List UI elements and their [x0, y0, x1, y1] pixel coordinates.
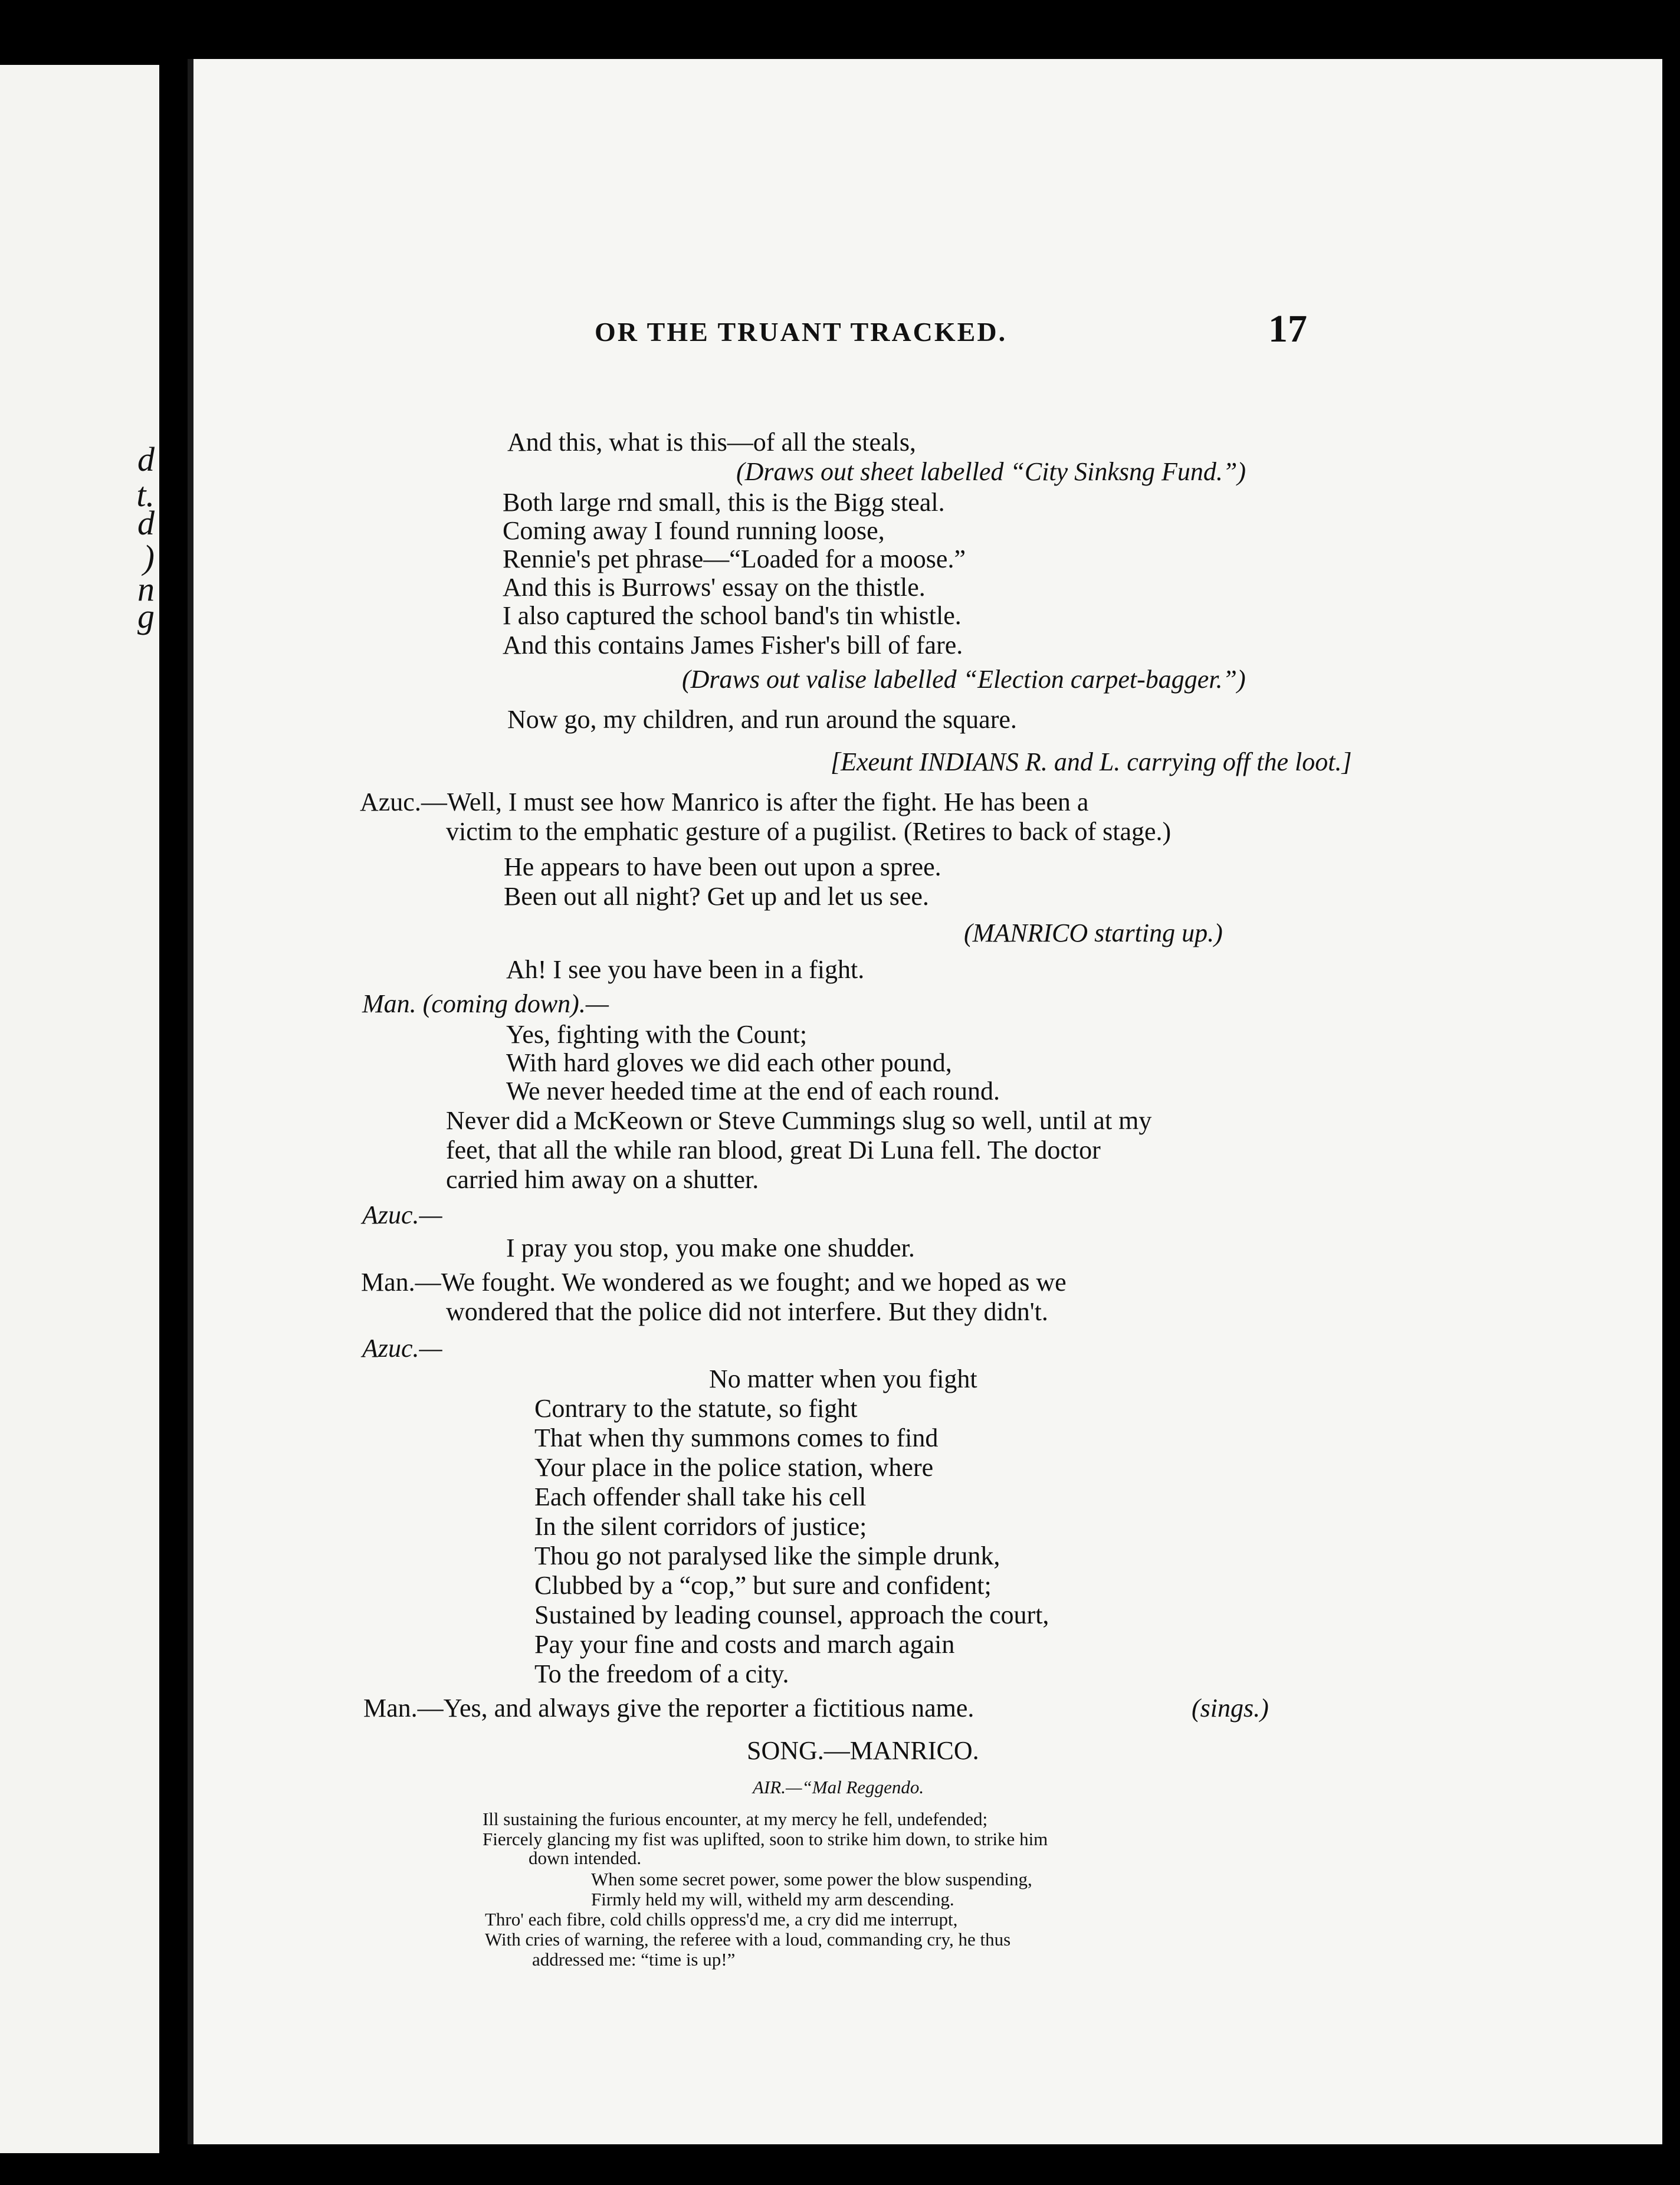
verse-line: Each offender shall take his cell — [534, 1482, 867, 1511]
verse-line: Thou go not paralysed like the simple drunk, — [534, 1541, 1000, 1570]
verse-line: No matter when you fight — [709, 1364, 977, 1393]
verse-line: Pay your fine and costs and march again — [534, 1630, 955, 1659]
song-lyric-line: Firmly held my will, witheld my arm descending. — [591, 1889, 954, 1910]
stage-direction: (Draws out sheet labelled “City Sinksng Fund.”) — [736, 457, 1246, 486]
text-line: He appears to have been out upon a spree. — [504, 852, 941, 881]
dialogue-line: wondered that the police did not interfere. But they didn't. — [446, 1297, 1048, 1326]
left-page-fragment: t. — [136, 475, 155, 514]
air-title: AIR.—“Mal Reggendo. — [753, 1777, 924, 1797]
page-number: 17 — [1268, 307, 1307, 350]
verse-line: With hard gloves we did each other pound, — [506, 1048, 952, 1077]
song-lyric-line: Thro' each fibre, cold chills oppress'd me, a cry did me interrupt, — [485, 1909, 958, 1930]
text-line: Both large rnd small, this is the Bigg steal. — [503, 488, 945, 517]
dialogue-line: Man.—Yes, and always give the reporter a fictitious name. — [363, 1694, 974, 1723]
verse-line: Sustained by leading counsel, approach the court, — [534, 1600, 1049, 1629]
text-line: Now go, my children, and run around the square. — [507, 705, 1017, 734]
text-line: Ah! I see you have been in a fight. — [506, 955, 865, 984]
song-lyric-line: When some secret power, some power the blow suspending, — [591, 1869, 1032, 1889]
book-page — [188, 59, 1662, 2144]
left-page-fragment: d — [137, 440, 155, 478]
verse-line: In the silent corridors of justice; — [534, 1512, 867, 1541]
text-line: And this is Burrows' essay on the thistle. — [503, 573, 926, 602]
song-lyric-line: down intended. — [529, 1848, 642, 1868]
text-line: And this contains James Fisher's bill of fare. — [503, 631, 963, 660]
text-line: Rennie's pet phrase—“Loaded for a moose.” — [503, 544, 966, 573]
prose-line: Never did a McKeown or Steve Cummings slug so well, until at my — [446, 1106, 1152, 1135]
verse-line: Clubbed by a “cop,” but sure and confident; — [534, 1571, 992, 1600]
prose-line: carried him away on a shutter. — [446, 1165, 759, 1194]
left-page-edge — [0, 65, 159, 2153]
left-page-fragment: ) — [143, 538, 155, 576]
verse-line: Yes, fighting with the Count; — [506, 1020, 808, 1049]
speaker-cue: Man. (coming down).— — [362, 989, 609, 1018]
text-line: I also captured the school band's tin whistle. — [503, 601, 962, 630]
page-header — [193, 307, 1668, 366]
stage-direction: (sings.) — [1192, 1694, 1269, 1723]
text-line: Been out all night? Get up and let us see. — [504, 882, 929, 911]
running-title: OR THE TRUANT TRACKED. — [595, 317, 1008, 347]
left-page-fragment: n — [137, 570, 155, 608]
song-lyric-line: With cries of warning, the referee with a loud, commanding cry, he thus — [485, 1929, 1011, 1950]
text-line: And this, what is this—of all the steals, — [507, 428, 916, 457]
verse-line: That when thy summons comes to find — [534, 1423, 939, 1452]
speaker-cue: Azuc.— — [362, 1334, 442, 1363]
verse-line: Contrary to the statute, so fight — [534, 1394, 858, 1423]
song-lyric-line: addressed me: “time is up!” — [532, 1949, 736, 1970]
left-page-fragment: g — [137, 597, 155, 635]
verse-line: Your place in the police station, where — [534, 1453, 934, 1482]
left-page-fragment: d — [137, 504, 155, 542]
dialogue-line: Man.—We fought. We wondered as we fought; and we hoped as we — [361, 1268, 1067, 1297]
song-title: SONG.—MANRICO. — [747, 1736, 979, 1765]
stage-direction: (Draws out valise labelled “Election carpet-bagger.”) — [682, 665, 1246, 694]
stage-direction: [Exeunt INDIANS R. and L. carrying off the loot.] — [831, 747, 1352, 776]
verse-line: To the freedom of a city. — [534, 1659, 789, 1688]
speaker-cue: Azuc.— — [362, 1200, 442, 1229]
stage-direction: (MANRICO starting up.) — [964, 918, 1223, 947]
song-lyric-line: Fiercely glancing my fist was uplifted, soon to strike him down, to strike him — [483, 1829, 1048, 1849]
prose-line: feet, that all the while ran blood, great Di Luna fell. The doctor — [446, 1136, 1101, 1164]
text-line: I pray you stop, you make one shudder. — [506, 1233, 915, 1262]
dialogue-line: victim to the emphatic gesture of a pugilist. (Retires to back of stage.) — [446, 817, 1172, 846]
dialogue-line: Azuc.—Well, I must see how Manrico is after the fight. He has been a — [360, 788, 1089, 816]
verse-line: We never heeded time at the end of each round. — [506, 1077, 1000, 1105]
song-lyric-line: Ill sustaining the furious encounter, at my mercy he fell, undefended; — [483, 1809, 988, 1829]
text-line: Coming away I found running loose, — [503, 516, 885, 545]
